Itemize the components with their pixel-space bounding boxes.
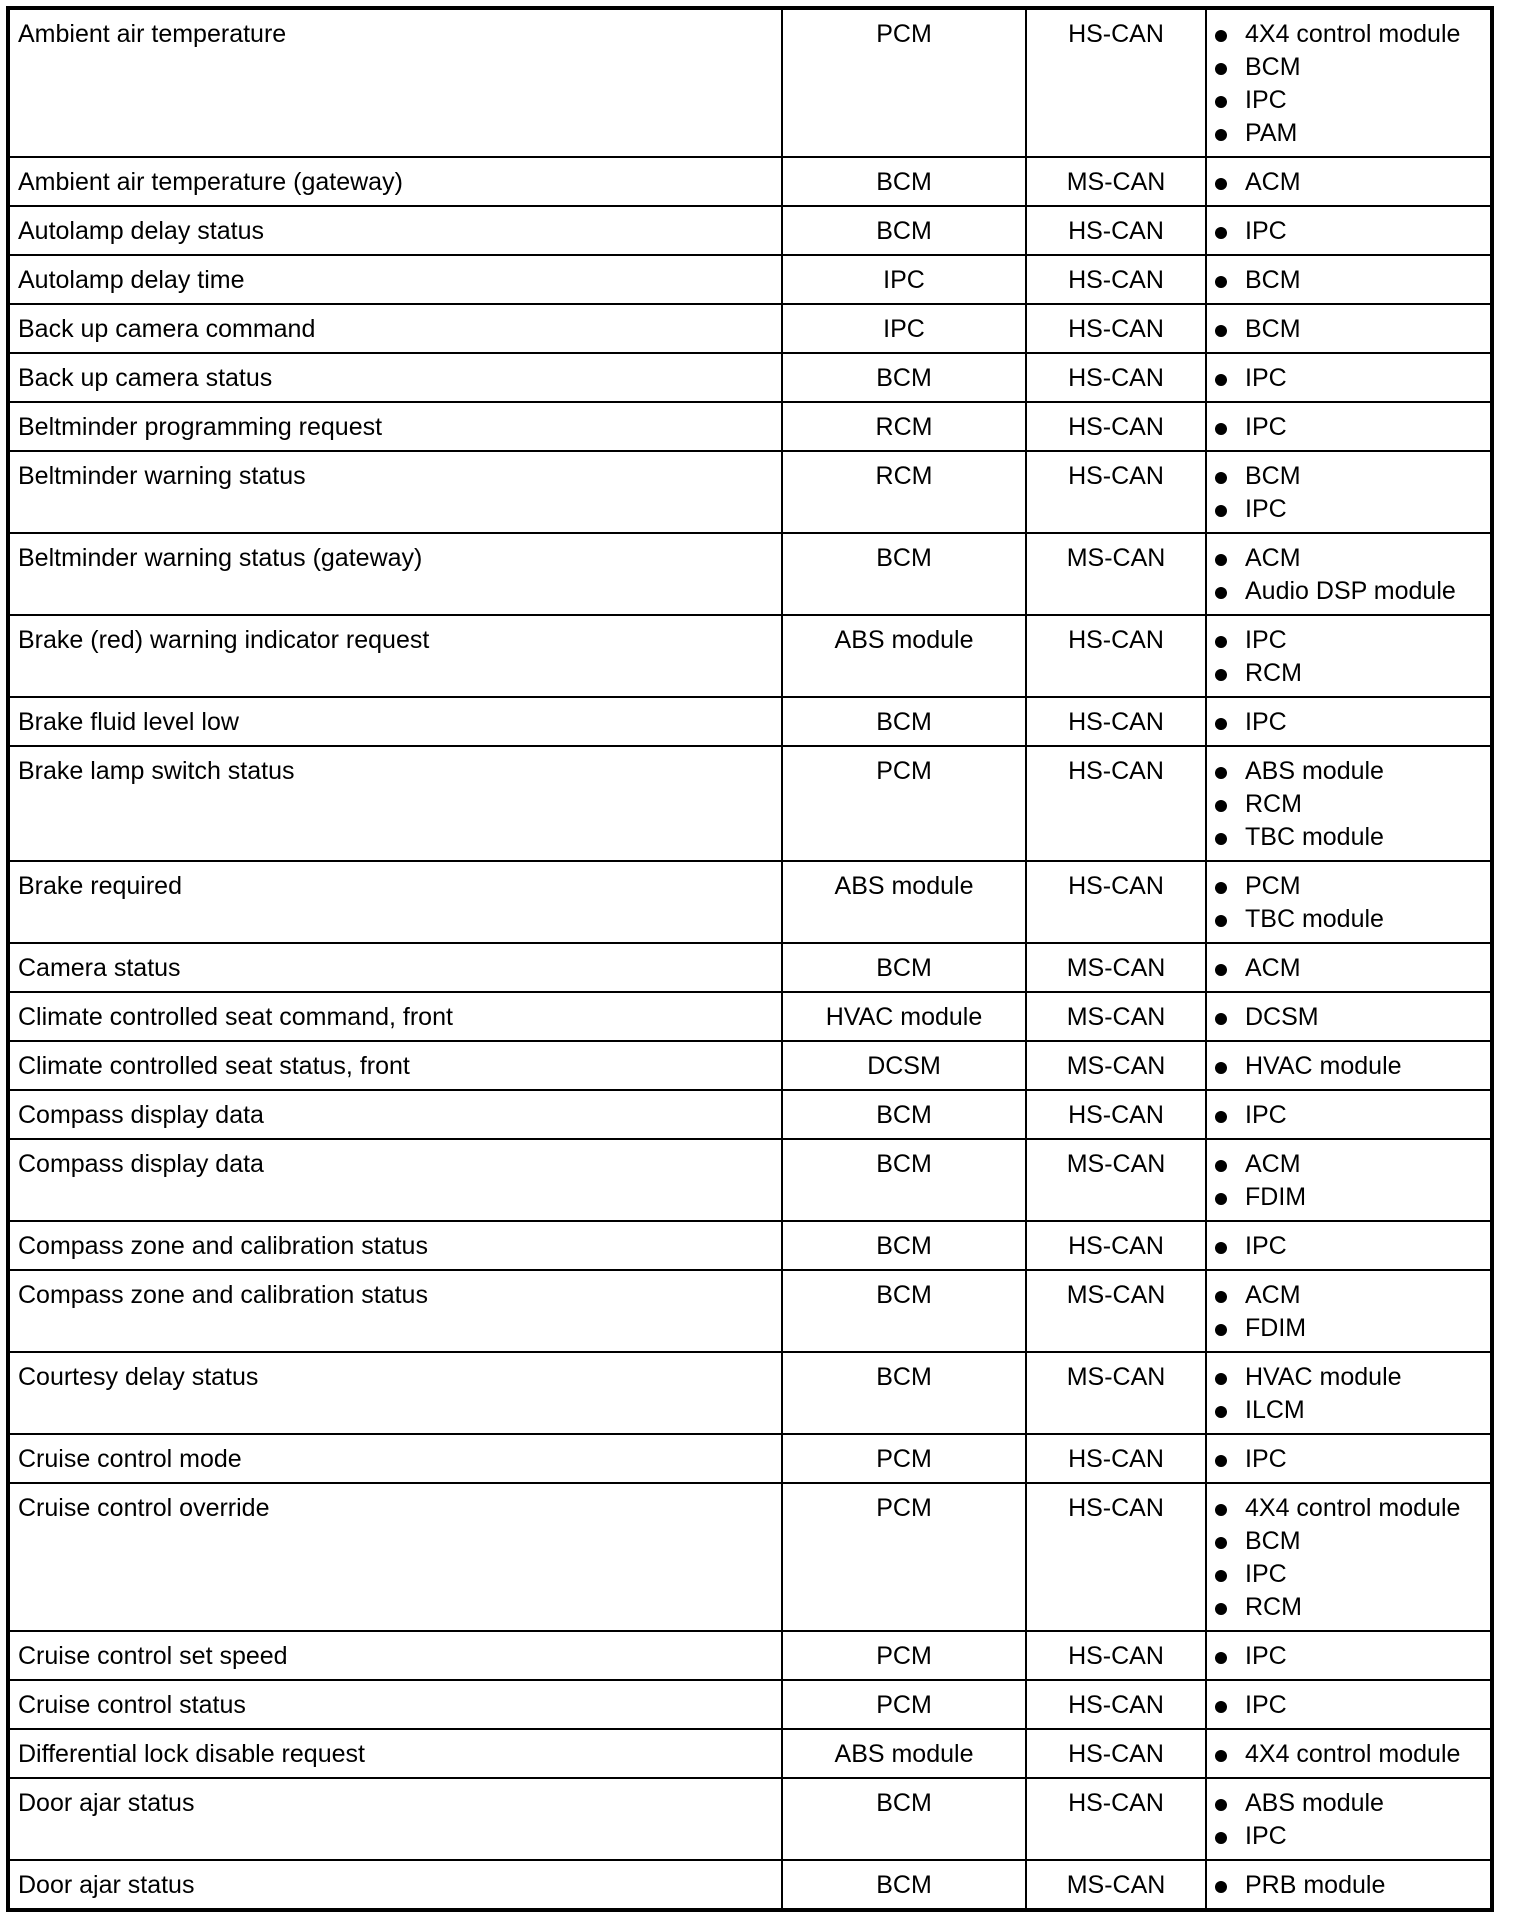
receiver-list — [1215, 542, 1482, 608]
receiver-list-item: IPC — [1215, 411, 1482, 444]
source-module-cell: RCM — [782, 451, 1026, 533]
message-cell: Cruise control status — [8, 1680, 782, 1729]
source-module-cell: BCM — [782, 1352, 1026, 1434]
network-cell: HS-CAN — [1026, 1434, 1206, 1483]
table-row — [8, 1680, 1492, 1729]
message-cell: Door ajar status — [8, 1860, 782, 1910]
receivers-cell — [1206, 1041, 1492, 1090]
source-module-cell: BCM — [782, 943, 1026, 992]
table-row — [8, 451, 1492, 533]
message-cell: Brake lamp switch status — [8, 746, 782, 861]
table-row — [8, 206, 1492, 255]
receiver-list-item: BCM — [1215, 460, 1482, 493]
source-module-cell: BCM — [782, 353, 1026, 402]
message-cell: Cruise control override — [8, 1483, 782, 1631]
receiver-list — [1215, 1230, 1482, 1263]
network-cell: HS-CAN — [1026, 1090, 1206, 1139]
receiver-list — [1215, 1869, 1482, 1902]
receiver-list-item: BCM — [1215, 264, 1482, 297]
receiver-list — [1215, 1361, 1482, 1427]
network-cell: MS-CAN — [1026, 533, 1206, 615]
network-cell: MS-CAN — [1026, 1041, 1206, 1090]
receivers-cell — [1206, 451, 1492, 533]
table-row — [8, 1778, 1492, 1860]
message-cell: Beltminder warning status — [8, 451, 782, 533]
receiver-list-item: IPC — [1215, 362, 1482, 395]
table-row — [8, 746, 1492, 861]
network-cell: MS-CAN — [1026, 1270, 1206, 1352]
receiver-list-item: IPC — [1215, 493, 1482, 526]
network-cell: MS-CAN — [1026, 1352, 1206, 1434]
receiver-list-item: TBC module — [1215, 821, 1482, 854]
receiver-list — [1215, 18, 1482, 150]
receivers-cell — [1206, 992, 1492, 1041]
receiver-list-item: RCM — [1215, 1591, 1482, 1624]
receiver-list-item: BCM — [1215, 51, 1482, 84]
receiver-list — [1215, 215, 1482, 248]
network-cell: HS-CAN — [1026, 861, 1206, 943]
receiver-list-item: RCM — [1215, 788, 1482, 821]
receiver-list-item: ACM — [1215, 952, 1482, 985]
receivers-cell — [1206, 206, 1492, 255]
network-cell: MS-CAN — [1026, 992, 1206, 1041]
table-row — [8, 1090, 1492, 1139]
receiver-list-item: ACM — [1215, 166, 1482, 199]
receivers-cell — [1206, 8, 1492, 157]
table-row — [8, 1860, 1492, 1910]
receivers-cell — [1206, 1860, 1492, 1910]
receivers-cell — [1206, 746, 1492, 861]
message-cell: Beltminder warning status (gateway) — [8, 533, 782, 615]
receiver-list-item: PRB module — [1215, 1869, 1482, 1902]
network-cell: HS-CAN — [1026, 1680, 1206, 1729]
receiver-list-item: IPC — [1215, 624, 1482, 657]
source-module-cell: BCM — [782, 697, 1026, 746]
source-module-cell: HVAC module — [782, 992, 1026, 1041]
network-cell: HS-CAN — [1026, 1483, 1206, 1631]
receiver-list-item: PCM — [1215, 870, 1482, 903]
receiver-list-item: IPC — [1215, 215, 1482, 248]
receivers-cell — [1206, 1729, 1492, 1778]
table-row — [8, 402, 1492, 451]
network-cell: MS-CAN — [1026, 1139, 1206, 1221]
receivers-cell — [1206, 402, 1492, 451]
table-row — [8, 861, 1492, 943]
receiver-list-item: IPC — [1215, 84, 1482, 117]
receiver-list — [1215, 952, 1482, 985]
receiver-list — [1215, 1443, 1482, 1476]
message-cell: Ambient air temperature — [8, 8, 782, 157]
message-cell: Climate controlled seat command, front — [8, 992, 782, 1041]
receivers-cell — [1206, 1434, 1492, 1483]
message-cell: Differential lock disable request — [8, 1729, 782, 1778]
receivers-cell — [1206, 943, 1492, 992]
source-module-cell: BCM — [782, 1270, 1026, 1352]
receiver-list-item: IPC — [1215, 706, 1482, 739]
network-cell: HS-CAN — [1026, 697, 1206, 746]
table-row — [8, 304, 1492, 353]
source-module-cell: ABS module — [782, 1729, 1026, 1778]
receiver-list — [1215, 1279, 1482, 1345]
table-row — [8, 1221, 1492, 1270]
receiver-list-item: IPC — [1215, 1443, 1482, 1476]
receiver-list-item: IPC — [1215, 1230, 1482, 1263]
source-module-cell: PCM — [782, 1680, 1026, 1729]
receivers-cell — [1206, 1352, 1492, 1434]
network-cell: HS-CAN — [1026, 8, 1206, 157]
network-cell: HS-CAN — [1026, 1778, 1206, 1860]
receivers-cell — [1206, 353, 1492, 402]
message-cell: Cruise control set speed — [8, 1631, 782, 1680]
table-row — [8, 1270, 1492, 1352]
table-row — [8, 1631, 1492, 1680]
message-cell: Back up camera status — [8, 353, 782, 402]
receivers-cell — [1206, 157, 1492, 206]
receivers-cell — [1206, 1139, 1492, 1221]
receiver-list-item: IPC — [1215, 1640, 1482, 1673]
source-module-cell: BCM — [782, 206, 1026, 255]
receivers-cell — [1206, 615, 1492, 697]
network-message-table-page — [6, 6, 1490, 1912]
receiver-list-item: RCM — [1215, 657, 1482, 690]
table-row — [8, 1139, 1492, 1221]
message-cell: Compass display data — [8, 1139, 782, 1221]
receiver-list-item: ACM — [1215, 542, 1482, 575]
source-module-cell: BCM — [782, 157, 1026, 206]
source-module-cell: BCM — [782, 533, 1026, 615]
network-message-table — [6, 6, 1494, 1912]
receivers-cell — [1206, 1680, 1492, 1729]
receiver-list — [1215, 313, 1482, 346]
receiver-list-item: 4X4 control module — [1215, 18, 1482, 51]
receiver-list-item: BCM — [1215, 313, 1482, 346]
source-module-cell: BCM — [782, 1778, 1026, 1860]
source-module-cell: BCM — [782, 1860, 1026, 1910]
table-row — [8, 615, 1492, 697]
source-module-cell: BCM — [782, 1139, 1026, 1221]
message-cell: Autolamp delay time — [8, 255, 782, 304]
table-body — [8, 8, 1492, 1910]
receiver-list-item: 4X4 control module — [1215, 1738, 1482, 1771]
source-module-cell: ABS module — [782, 615, 1026, 697]
receiver-list — [1215, 1689, 1482, 1722]
receiver-list-item: TBC module — [1215, 903, 1482, 936]
table-row — [8, 353, 1492, 402]
message-cell: Beltminder programming request — [8, 402, 782, 451]
table-row — [8, 992, 1492, 1041]
network-cell: HS-CAN — [1026, 746, 1206, 861]
message-cell: Compass display data — [8, 1090, 782, 1139]
receivers-cell — [1206, 255, 1492, 304]
receivers-cell — [1206, 1090, 1492, 1139]
message-cell: Courtesy delay status — [8, 1352, 782, 1434]
receiver-list — [1215, 624, 1482, 690]
receiver-list-item: Audio DSP module — [1215, 575, 1482, 608]
receiver-list-item: ABS module — [1215, 1787, 1482, 1820]
table-row — [8, 1352, 1492, 1434]
receiver-list-item: DCSM — [1215, 1001, 1482, 1034]
receiver-list — [1215, 166, 1482, 199]
network-cell: HS-CAN — [1026, 353, 1206, 402]
receivers-cell — [1206, 861, 1492, 943]
receivers-cell — [1206, 304, 1492, 353]
table-row — [8, 8, 1492, 157]
source-module-cell: ABS module — [782, 861, 1026, 943]
network-cell: HS-CAN — [1026, 402, 1206, 451]
table-row — [8, 255, 1492, 304]
receiver-list-item: HVAC module — [1215, 1050, 1482, 1083]
source-module-cell: RCM — [782, 402, 1026, 451]
receiver-list-item: IPC — [1215, 1558, 1482, 1591]
receiver-list-item: IPC — [1215, 1099, 1482, 1132]
table-row — [8, 1434, 1492, 1483]
receiver-list-item: IPC — [1215, 1689, 1482, 1722]
source-module-cell: PCM — [782, 1631, 1026, 1680]
receiver-list — [1215, 1492, 1482, 1624]
source-module-cell: PCM — [782, 746, 1026, 861]
network-cell: HS-CAN — [1026, 1631, 1206, 1680]
receiver-list — [1215, 755, 1482, 854]
receivers-cell — [1206, 1483, 1492, 1631]
network-cell: MS-CAN — [1026, 943, 1206, 992]
table-row — [8, 1041, 1492, 1090]
receiver-list — [1215, 1787, 1482, 1853]
receivers-cell — [1206, 533, 1492, 615]
message-cell: Brake fluid level low — [8, 697, 782, 746]
receiver-list — [1215, 870, 1482, 936]
network-cell: HS-CAN — [1026, 451, 1206, 533]
receiver-list — [1215, 1738, 1482, 1771]
source-module-cell: DCSM — [782, 1041, 1026, 1090]
receiver-list — [1215, 1050, 1482, 1083]
receiver-list — [1215, 1099, 1482, 1132]
receiver-list — [1215, 362, 1482, 395]
receiver-list — [1215, 706, 1482, 739]
receivers-cell — [1206, 1221, 1492, 1270]
receiver-list-item: HVAC module — [1215, 1361, 1482, 1394]
source-module-cell: PCM — [782, 1434, 1026, 1483]
receiver-list-item: PAM — [1215, 117, 1482, 150]
source-module-cell: PCM — [782, 8, 1026, 157]
receiver-list — [1215, 1001, 1482, 1034]
message-cell: Brake required — [8, 861, 782, 943]
message-cell: Compass zone and calibration status — [8, 1221, 782, 1270]
table-row — [8, 943, 1492, 992]
source-module-cell: BCM — [782, 1090, 1026, 1139]
table-row — [8, 157, 1492, 206]
receiver-list-item: FDIM — [1215, 1181, 1482, 1214]
message-cell: Camera status — [8, 943, 782, 992]
receiver-list-item: ACM — [1215, 1279, 1482, 1312]
receiver-list — [1215, 460, 1482, 526]
source-module-cell: BCM — [782, 1221, 1026, 1270]
network-cell: HS-CAN — [1026, 1221, 1206, 1270]
receiver-list-item: FDIM — [1215, 1312, 1482, 1345]
message-cell: Back up camera command — [8, 304, 782, 353]
receiver-list-item: ILCM — [1215, 1394, 1482, 1427]
receiver-list-item: IPC — [1215, 1820, 1482, 1853]
message-cell: Ambient air temperature (gateway) — [8, 157, 782, 206]
receiver-list-item: 4X4 control module — [1215, 1492, 1482, 1525]
receiver-list — [1215, 1640, 1482, 1673]
network-cell: HS-CAN — [1026, 1729, 1206, 1778]
receiver-list — [1215, 1148, 1482, 1214]
source-module-cell: IPC — [782, 255, 1026, 304]
message-cell: Autolamp delay status — [8, 206, 782, 255]
message-cell: Door ajar status — [8, 1778, 782, 1860]
table-row — [8, 1729, 1492, 1778]
receivers-cell — [1206, 697, 1492, 746]
table-row — [8, 533, 1492, 615]
receivers-cell — [1206, 1270, 1492, 1352]
message-cell: Compass zone and calibration status — [8, 1270, 782, 1352]
network-cell: MS-CAN — [1026, 157, 1206, 206]
message-cell: Climate controlled seat status, front — [8, 1041, 782, 1090]
source-module-cell: IPC — [782, 304, 1026, 353]
network-cell: MS-CAN — [1026, 1860, 1206, 1910]
table-row — [8, 1483, 1492, 1631]
network-cell: HS-CAN — [1026, 304, 1206, 353]
receiver-list-item: BCM — [1215, 1525, 1482, 1558]
receivers-cell — [1206, 1631, 1492, 1680]
receiver-list-item: ABS module — [1215, 755, 1482, 788]
receivers-cell — [1206, 1778, 1492, 1860]
source-module-cell: PCM — [782, 1483, 1026, 1631]
receiver-list — [1215, 411, 1482, 444]
message-cell: Cruise control mode — [8, 1434, 782, 1483]
message-cell: Brake (red) warning indicator request — [8, 615, 782, 697]
receiver-list — [1215, 264, 1482, 297]
network-cell: HS-CAN — [1026, 206, 1206, 255]
network-cell: HS-CAN — [1026, 255, 1206, 304]
table-row — [8, 697, 1492, 746]
receiver-list-item: ACM — [1215, 1148, 1482, 1181]
network-cell: HS-CAN — [1026, 615, 1206, 697]
